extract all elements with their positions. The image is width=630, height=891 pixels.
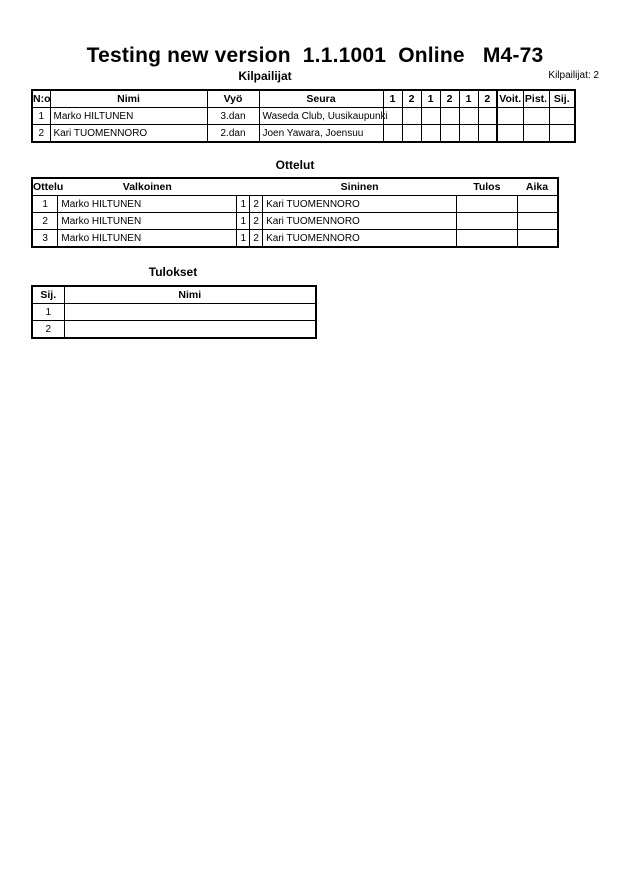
competitor-name: Kari TUOMENNORO bbox=[50, 125, 207, 143]
round-cell bbox=[440, 108, 459, 125]
col-header-round-1: 1 bbox=[383, 90, 402, 108]
competitor-no: 1 bbox=[32, 108, 50, 125]
blue-no: 2 bbox=[250, 230, 263, 248]
matches-header-row bbox=[32, 178, 558, 196]
col-header-round-4: 2 bbox=[440, 90, 459, 108]
points-cell bbox=[523, 125, 549, 143]
wins-cell bbox=[497, 125, 523, 143]
match-no: 3 bbox=[32, 230, 58, 248]
col-header-white-no bbox=[237, 178, 250, 196]
time-cell bbox=[517, 196, 558, 213]
result-place: 2 bbox=[32, 321, 64, 339]
results-header-row bbox=[32, 286, 316, 304]
result-name bbox=[64, 321, 316, 339]
table-row bbox=[32, 125, 575, 143]
competitors-header-row bbox=[32, 90, 575, 108]
matches-heading: Ottelut bbox=[275, 158, 315, 172]
place-cell bbox=[549, 108, 575, 125]
col-header-blue: Sininen bbox=[263, 178, 457, 196]
round-cell bbox=[459, 108, 478, 125]
col-header-place: Sij. bbox=[549, 90, 575, 108]
table-row bbox=[32, 230, 558, 248]
round-cell bbox=[440, 125, 459, 143]
result-place: 1 bbox=[32, 304, 64, 321]
col-header-time: Aika bbox=[517, 178, 558, 196]
col-header-belt: Vyö bbox=[207, 90, 259, 108]
competitor-count: Kilpailijat: 2 bbox=[548, 70, 599, 81]
white-name: Marko HILTUNEN bbox=[58, 230, 237, 248]
matches-table bbox=[31, 177, 559, 248]
table-row bbox=[32, 213, 558, 230]
competitor-belt: 3.dan bbox=[207, 108, 259, 125]
col-header-no: N:o bbox=[32, 90, 50, 108]
competitor-name: Marko HILTUNEN bbox=[50, 108, 207, 125]
time-cell bbox=[517, 230, 558, 248]
col-header-match: Ottelu bbox=[32, 178, 58, 196]
competitor-club: Waseda Club, Uusikaupunki bbox=[259, 108, 383, 125]
round-cell bbox=[421, 108, 440, 125]
col-header-name: Nimi bbox=[64, 286, 316, 304]
round-cell bbox=[459, 125, 478, 143]
white-no: 1 bbox=[237, 196, 250, 213]
match-no: 2 bbox=[32, 213, 58, 230]
col-header-result: Tulos bbox=[457, 178, 517, 196]
points-cell bbox=[523, 108, 549, 125]
white-no: 1 bbox=[237, 230, 250, 248]
col-header-blue-no bbox=[250, 178, 263, 196]
blue-no: 2 bbox=[250, 196, 263, 213]
place-cell bbox=[549, 125, 575, 143]
competitor-club: Joen Yawara, Joensuu bbox=[259, 125, 383, 143]
round-cell bbox=[478, 125, 497, 143]
table-row bbox=[32, 321, 316, 339]
white-name: Marko HILTUNEN bbox=[58, 196, 237, 213]
round-cell bbox=[402, 125, 421, 143]
results-table bbox=[31, 285, 317, 339]
col-header-points: Pist. bbox=[523, 90, 549, 108]
table-row bbox=[32, 196, 558, 213]
col-header-round-5: 1 bbox=[459, 90, 478, 108]
blue-name: Kari TUOMENNORO bbox=[263, 196, 457, 213]
results-heading: Tulokset bbox=[148, 265, 198, 279]
competitor-belt: 2.dan bbox=[207, 125, 259, 143]
round-cell bbox=[421, 125, 440, 143]
competitors-table bbox=[31, 89, 576, 143]
competitor-no: 2 bbox=[32, 125, 50, 143]
result-cell bbox=[457, 230, 517, 248]
blue-name: Kari TUOMENNORO bbox=[263, 213, 457, 230]
wins-cell bbox=[497, 108, 523, 125]
col-header-place: Sij. bbox=[32, 286, 64, 304]
white-name: Marko HILTUNEN bbox=[58, 213, 237, 230]
result-cell bbox=[457, 196, 517, 213]
white-no: 1 bbox=[237, 213, 250, 230]
match-no: 1 bbox=[32, 196, 58, 213]
col-header-club: Seura bbox=[259, 90, 383, 108]
round-cell bbox=[402, 108, 421, 125]
table-row bbox=[32, 304, 316, 321]
time-cell bbox=[517, 213, 558, 230]
col-header-round-3: 1 bbox=[421, 90, 440, 108]
col-header-wins: Voit. bbox=[497, 90, 523, 108]
round-cell bbox=[383, 125, 402, 143]
blue-no: 2 bbox=[250, 213, 263, 230]
col-header-name: Nimi bbox=[50, 90, 207, 108]
col-header-round-6: 2 bbox=[478, 90, 497, 108]
col-header-white: Valkoinen bbox=[58, 178, 237, 196]
table-row bbox=[32, 108, 575, 125]
competitors-heading: Kilpailijat bbox=[238, 69, 292, 83]
result-cell bbox=[457, 213, 517, 230]
page-title: Testing new version 1.1.1001 Online M4-73 bbox=[86, 44, 544, 67]
result-name bbox=[64, 304, 316, 321]
round-cell bbox=[478, 108, 497, 125]
blue-name: Kari TUOMENNORO bbox=[263, 230, 457, 248]
col-header-round-2: 2 bbox=[402, 90, 421, 108]
